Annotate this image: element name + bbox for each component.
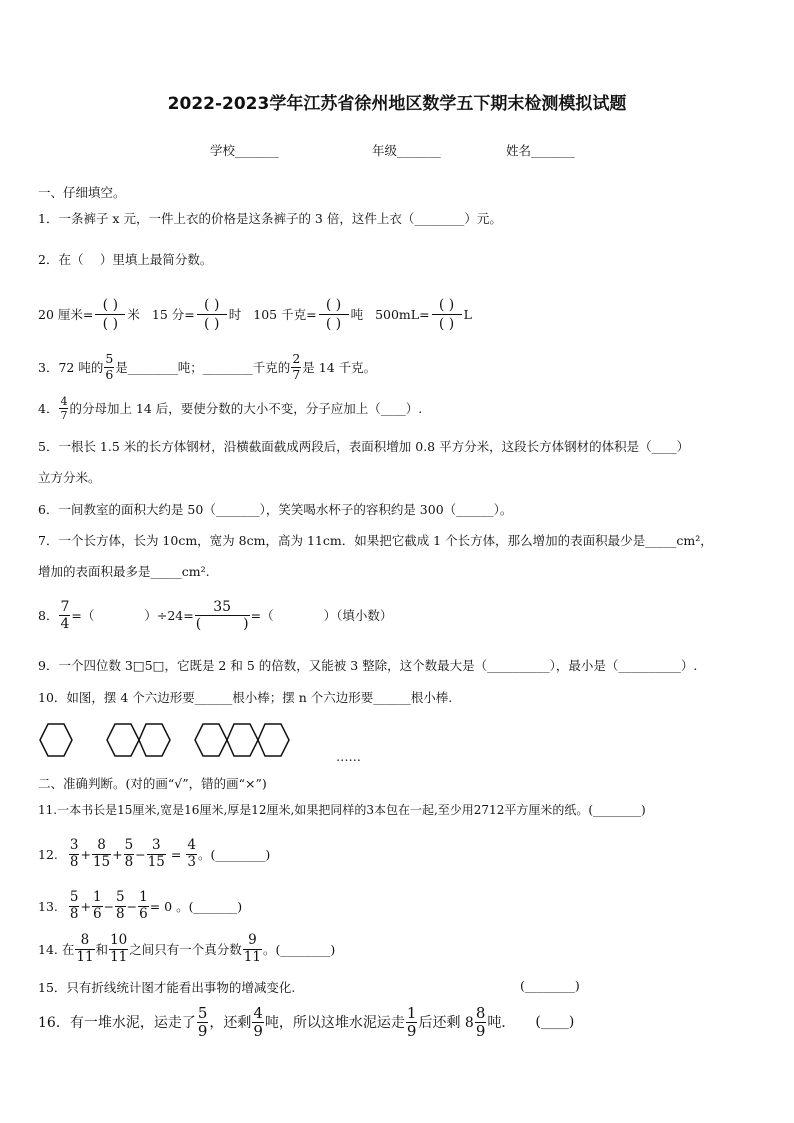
hexagon-figures [36,718,336,764]
question-12: 12. $\frac{3}{8}$ + $\frac{8}{15}$ + $\frac{5}{8}$ − $\frac{3}{15}$ = $\frac{4}{3}$ 。(________) [38,837,271,870]
q2-part1: 20 厘米= [38,307,94,322]
question-10: 10．如图，摆 4 个六边形要______根小棒；摆 n 个六边形要______根小棒. [38,690,453,705]
section-heading-judge: 二、准确判断。(对的画“√”，错的画“×”) [38,776,267,791]
question-14: 14. 在 $\frac{8}{11}$ 和 $\frac{10}{11}$ 之间只有一个真分数 $\frac{9}{11}$ 。(________) [38,932,336,965]
q2-part2: 15 分= [151,307,195,322]
question-15-blank: (________) [520,978,580,993]
blank-fraction: ( ) ( ) [319,296,349,333]
hexagon [107,724,139,756]
hexagon [227,724,258,756]
question-7: 7．一个长方体，长为 10cm，宽为 8cm，高为 11cm．如果把它截成 1 个长方体，那么增加的表面积最少是_____cm²， [38,533,713,548]
q2-unit2: 时 [228,307,242,322]
question-16: 16．有一堆水泥，运走了 $\frac{5}{9}$ ，还剩 $\frac{4}{9}$ 吨，所以这堆水泥运走 $\frac{1}{9}$ 后还剩 8 $\frac{8}{9}$ 吨． (____) [38,1003,575,1040]
q2-part3: 105 千克= [253,307,317,322]
question-3: 3．72 吨的 $\frac{5}{6}$ 是________吨；________千克的 $\frac{2}{7}$ 是 14 千克。 [38,351,377,382]
q2-part4: 500mL= [375,306,430,322]
question-11: 11.一本书长是15厘米,宽是16厘米,厚是12厘米,如果把同样的3本包在一起,至少用2712平方厘米的纸。(________) [38,803,646,817]
blank-fraction: ( ) ( ) [432,296,462,333]
question-13: 13. $\frac{5}{8}$ + $\frac{1}{6}$ − $\frac{5}{8}$ − $\frac{1}{6}$ = 0 。(_______) [38,889,243,922]
question-4: 4． $\frac{4}{7}$ 的分母加上 14 后，要使分数的大小不变，分子应加上（____）. [38,394,423,422]
blank-fraction: ( ) ( ) [95,296,125,333]
question-2: 2．在（ ）里填上最简分数。 [38,252,213,267]
school-field: 学校_______ [210,143,279,158]
question-2-items [38,292,472,336]
q2-unit3: 吨 [350,307,364,322]
question-5: 5．一根长 1.5 米的长方体钢材，沿横截面截成两段后，表面积增加 0.8 平方分米，这段长方体钢材的体积是（____） [38,439,690,454]
hexagon [40,724,72,756]
grade-field: 年级_______ [372,143,441,158]
q2-unit1: 米 [127,307,140,322]
question-9: 9．一个四位数 3□5□，它既是 2 和 5 的倍数，又能被 3 整除，这个数最大是（__________），最小是（__________）. [38,658,698,673]
page-title: 2022-2023学年江苏省徐州地区数学五下期末检测模拟试题 [167,94,627,114]
question-15: 15．只有折线统计图才能看出事物的增减变化. [38,980,296,995]
q2-unit4: L [463,306,472,322]
question-5-cont: 立方分米。 [38,470,101,485]
name-field: 姓名_______ [506,143,575,158]
hexagon [258,724,289,756]
hexagon [195,724,227,756]
hexagon [139,724,170,756]
question-6: 6．一间教室的面积大约是 50（_______），笑笑喝水杯子的容积约是 300（______）。 [38,502,513,517]
question-1: 1．一条裤子 x 元，一件上衣的价格是这条裤子的 3 倍，这件上衣（________）元。 [38,211,502,226]
blank-fraction: ( ) ( ) [197,296,227,333]
ellipsis: …… [336,749,361,764]
section-heading-fill: 一、仔细填空。 [38,185,126,200]
question-7-cont: 增加的表面积最多是_____cm². [38,564,210,579]
question-8: 8． $\frac{7}{4}$ =（ ）÷24= $\frac{35}{( )}$ =（ ）（填小数） [38,598,393,632]
